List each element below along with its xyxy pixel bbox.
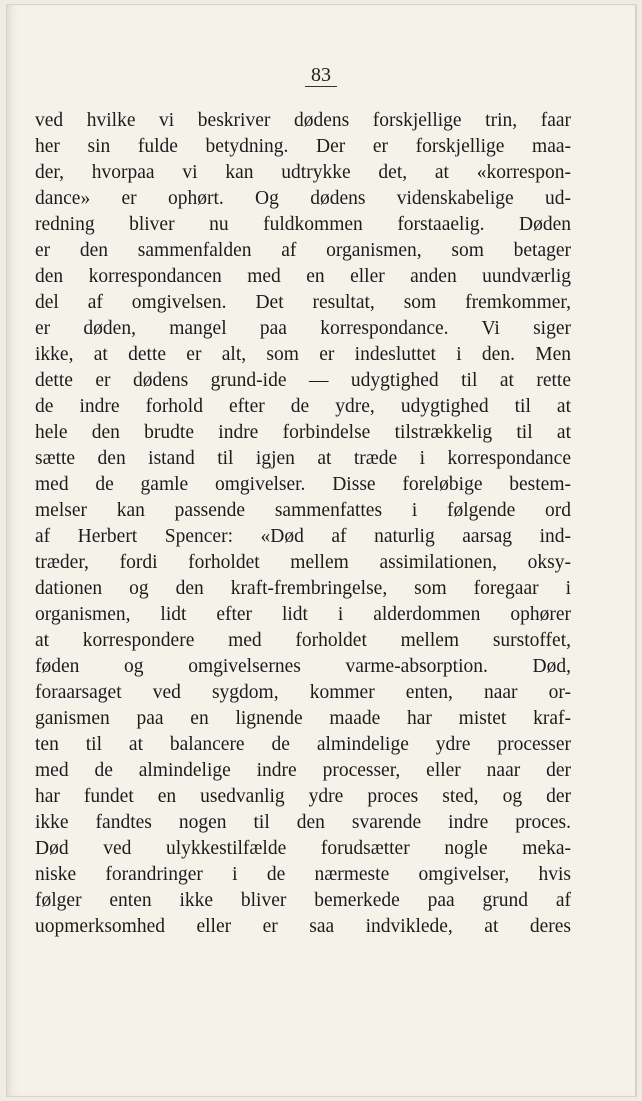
text-line: melser kan passende sammenfattes i følgende ord bbox=[35, 500, 571, 521]
text-line: med de almindelige indre processer, eller naar der bbox=[35, 760, 571, 781]
book-page bbox=[6, 4, 637, 1097]
text-line: del af omgivelsen. Det resultat, som fremkommer, bbox=[35, 292, 571, 313]
text-line: foraarsaget ved sygdom, kommer enten, naar or- bbox=[35, 682, 571, 703]
text-line: redning bliver nu fuldkommen forstaaelig. Døden bbox=[35, 214, 571, 235]
text-line: dette er dødens grund-ide — udygtighed til at rette bbox=[35, 370, 571, 391]
text-line: er den sammenfalden af organismen, som betager bbox=[35, 240, 571, 261]
text-line: ikke fandtes nogen til den svarende indre proces. bbox=[35, 812, 571, 833]
text-line: Død ved ulykkestilfælde forudsætter nogle meka- bbox=[35, 838, 571, 859]
text-line: træder, fordi forholdet mellem assimilationen, oksy- bbox=[35, 552, 571, 573]
text-line: de indre forhold efter de ydre, udygtighed til at bbox=[35, 396, 571, 417]
text-line: dationen og den kraft-frembringelse, som foregaar i bbox=[35, 578, 571, 599]
text-line: ten til at balancere de almindelige ydre processer bbox=[35, 734, 571, 755]
text-line: følger enten ikke bliver bemerkede paa grund af bbox=[35, 890, 571, 911]
page-number bbox=[6, 64, 636, 87]
text-line: uopmerksomhed eller er saa indviklede, at deres bbox=[35, 916, 571, 937]
text-line: niske forandringer i de nærmeste omgivelser, hvis bbox=[35, 864, 571, 885]
text-line: har fundet en usedvanlig ydre proces sted, og der bbox=[35, 786, 571, 807]
text-line: dance» er ophørt. Og dødens videnskabelige ud- bbox=[35, 188, 571, 209]
text-line: hele den brudte indre forbindelse tilstrækkelig til at bbox=[35, 422, 571, 443]
text-line: ganismen paa en lignende maade har mistet kraf- bbox=[35, 708, 571, 729]
text-line: her sin fulde betydning. Der er forskjellige maa- bbox=[35, 136, 571, 157]
text-line: er døden, mangel paa korrespondance. Vi siger bbox=[35, 318, 571, 339]
text-line: med de gamle omgivelser. Disse foreløbige bestem- bbox=[35, 474, 571, 495]
body-text bbox=[35, 108, 571, 940]
text-line: den korrespondancen med en eller anden uundværlig bbox=[35, 266, 571, 287]
page-number-text: 83 bbox=[305, 64, 337, 87]
text-line: ved hvilke vi beskriver dødens forskjellige trin, faar bbox=[35, 110, 571, 131]
text-line: føden og omgivelsernes varme-absorption. Død, bbox=[35, 656, 571, 677]
text-line: af Herbert Spencer: «Død af naturlig aarsag ind- bbox=[35, 526, 571, 547]
text-line: at korrespondere med forholdet mellem surstoffet, bbox=[35, 630, 571, 651]
text-line: ikke, at dette er alt, som er indesluttet i den. Men bbox=[35, 344, 571, 365]
text-line: organismen, lidt efter lidt i alderdommen ophører bbox=[35, 604, 571, 625]
text-line: sætte den istand til igjen at træde i korrespondance bbox=[35, 448, 571, 469]
text-line: der, hvorpaa vi kan udtrykke det, at «korrespon- bbox=[35, 162, 571, 183]
